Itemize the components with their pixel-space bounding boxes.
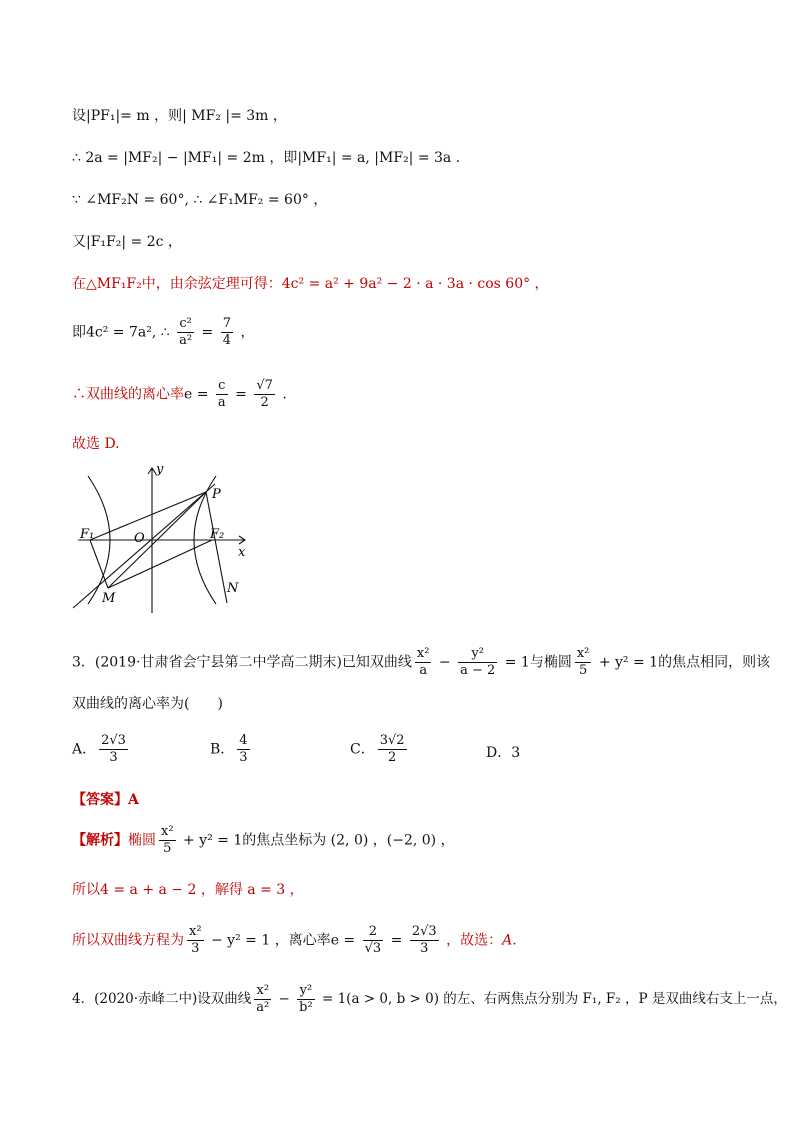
eccentricity-symbol: e = [330,932,360,949]
option-a-fraction [99,733,128,766]
solution-line-7: ∴双曲线的离心率e = $\frac{c}{a}$ = $\frac{√7}{2}$ . [72,378,287,410]
solution-line-1: 设|PF₁|= m ，则| MF₂ |= 3m ， [72,108,287,124]
fraction-numerator: 7 [222,316,232,331]
fraction-denominator: 2 [387,750,397,765]
fraction-denominator: a [217,395,226,410]
equals-sign: = [197,324,218,341]
analysis-line-3 [72,924,517,957]
fraction-denominator: b² [299,1000,313,1015]
eccentricity-label: ∴双曲线的离心率 [72,386,184,403]
fraction-x2-5 [575,646,592,679]
equals-sign: = [386,932,407,949]
option-b-fraction [237,733,249,766]
fraction-7-4 [221,316,233,349]
fraction-numerator: 3√2 [379,733,405,748]
minus-sign: − [434,654,456,671]
fraction-numerator: 4 [239,733,248,748]
fraction-numerator: x² [416,646,430,661]
fraction-x2-a [415,646,432,679]
fraction-denominator: √3 [364,941,382,956]
fraction-y2-a-minus-2 [458,646,497,679]
fraction-x2-5 [159,824,176,857]
analysis-choice: A. [502,932,517,949]
fraction-x2-3 [187,924,204,957]
fraction-numerator: 2 [363,924,384,941]
fraction-numerator: y² [458,646,497,663]
solution-line-8: 故选 D. [72,436,120,452]
solution-line-4: 又|F₁F₂| = 2c ， [72,234,182,250]
option-a-label: A． [72,741,97,758]
option-c-fraction [378,733,407,766]
fraction-numerator: x² [576,646,590,661]
q4-tail: = 1(a > 0, b > 0) 的左、右两焦点分别为 F₁, F₂ ，P 是双曲线右支上一点， [317,991,787,1007]
analysis-ellipse-word: 椭圆 [128,832,156,849]
option-c-label: C． [350,741,375,758]
analysis-line-1 [72,824,455,857]
fraction-numerator: 2√3 [101,733,126,748]
q3-tail: + y² = 1的焦点相同，则该 [594,654,771,671]
fraction-denominator: 2 [260,395,269,410]
solution-line-2: ∴ 2a = |MF₂| − |MF₁| = 2m ，即|MF₁| = a, |MF₂| = 3a . [72,150,461,166]
label-y: y [156,462,164,477]
fraction-numerator: c² [177,316,194,333]
segment-f1-m [90,540,108,588]
label-o: O [134,531,145,546]
fraction-numerator: c [216,378,228,395]
eccentricity-symbol: e = [184,386,213,403]
fraction-denominator: 3 [239,750,248,765]
option-c [350,733,410,766]
q3-prefix: 3．(2019·甘肃省会宁县第二中学高二期末)已知双曲线 [72,654,412,671]
fraction-numerator: y² [297,983,315,1000]
fraction-numerator: 2√3 [411,924,437,939]
analysis-line-3-prefix: 所以双曲线方程为 [72,932,184,949]
analysis-label: 【解析】 [72,832,128,849]
fraction-denominator: 5 [578,663,588,678]
fraction-denominator: a − 2 [460,663,496,678]
fraction-denominator: 3 [420,941,429,956]
fraction-x2-a2 [254,983,271,1016]
solution-line-5: 在△MF₁F₂中，由余弦定理可得：4c² = a² + 9a² − 2 · a · 3a · cos 60° ， [72,276,549,292]
label-x: x [238,545,246,560]
fraction-numerator: x² [161,824,174,839]
label-m: M [102,591,116,606]
label-p: P [212,487,221,502]
minus-sign: − [274,991,295,1007]
analysis-line-1-tail: + y² = 1的焦点坐标为 (2, 0) ，(−2, 0) ， [178,832,455,849]
q4-prefix: 4．(2020·赤峰二中)设双曲线 [72,991,252,1007]
fraction-denominator: 3 [191,941,200,956]
label-f1: F₁ [80,527,95,542]
fraction-denominator: 5 [163,841,172,856]
fraction-denominator: a² [179,333,193,348]
fraction-c2-a2 [177,316,194,349]
option-d: D．3 [486,745,521,761]
line6-tail: ， [236,324,255,341]
analysis-line-2: 所以4 = a + a − 2 ，解得 a = 3 ， [72,882,304,898]
fraction-denominator: 3 [109,750,118,765]
analysis-line-3-middle: − y² = 1 ，离心率 [206,932,331,949]
question-3-stem [72,646,770,679]
q3-middle: = 1与椭圆 [500,654,572,671]
fraction-numerator: x² [254,983,271,1000]
line7-tail: . [277,386,287,403]
hyperbola-figure [70,458,270,623]
fraction-y2-b2 [297,983,315,1016]
line6-text: 即4c² = 7a², ∴ [72,324,175,341]
option-b-label: B． [210,741,235,758]
label-n: N [227,581,239,596]
fraction-numerator: √7 [256,378,273,393]
fraction-2sqrt3-3 [410,924,439,957]
fraction-denominator: a [419,663,428,678]
question-3-line-2: 双曲线的离心率为( ) [72,696,223,712]
fraction-2-sqrt3 [363,924,384,957]
fraction-c-a [216,378,228,411]
fraction-denominator: 4 [222,333,232,348]
fraction-numerator: x² [189,924,202,939]
label-f2: F₂ [210,527,225,542]
answer-line: 【答案】A [72,792,139,808]
fraction-denominator: a² [256,1000,270,1015]
fraction-sqrt7-2 [254,378,275,411]
option-b [210,733,253,766]
analysis-line-3-tail: ，故选： [441,932,503,949]
option-a [72,733,131,766]
solution-line-3: ∵ ∠MF₂N = 60°, ∴ ∠F₁MF₂ = 60° ， [72,192,328,208]
question-4-stem [72,983,787,1016]
solution-line-6 [72,316,254,349]
line-p-n [206,492,227,603]
